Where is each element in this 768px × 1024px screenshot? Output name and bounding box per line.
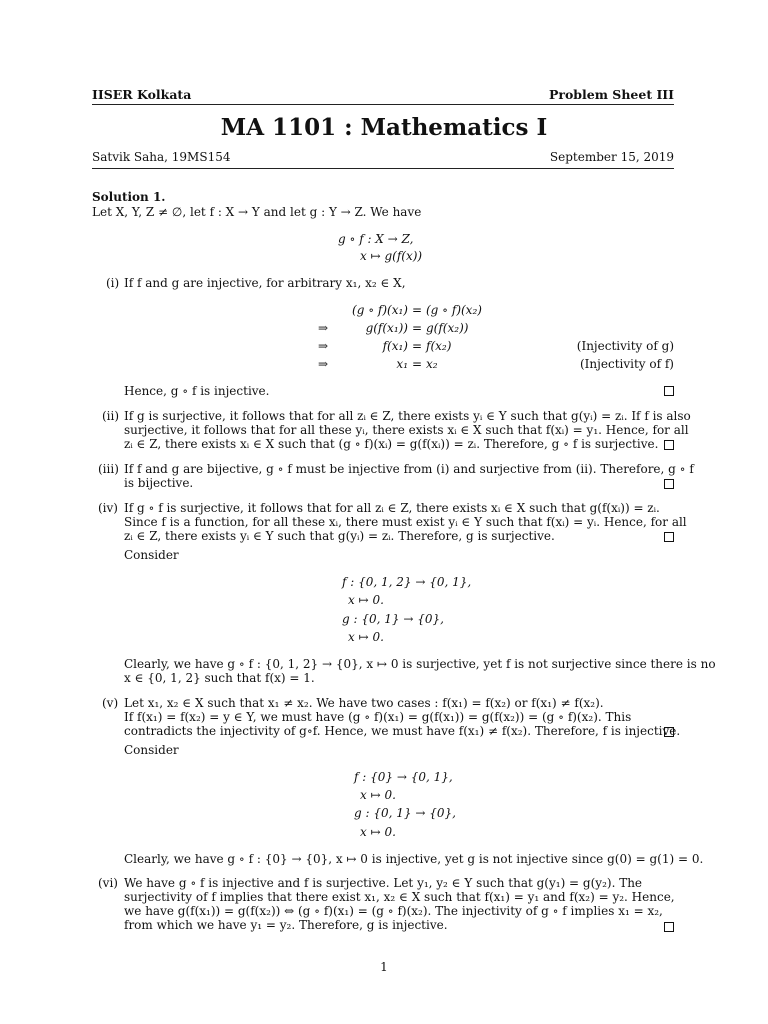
item-vi-line: surjectivity of f implies that there exist x₁, x₂ ∈ X such that f(x₁) = y₁ and f(x₂) = y₂. Hence, bbox=[124, 890, 675, 904]
display-map: x ↦ 0. bbox=[360, 825, 396, 839]
header-rule bbox=[92, 104, 674, 105]
display-map: g : {0, 1} → {0}, bbox=[354, 806, 456, 820]
item-iv-line: Since f is a function, for all these xᵢ, there must exist yᵢ ∈ Y such that f(xᵢ) = yᵢ. Hence, for all bbox=[124, 515, 687, 529]
eq-sign: = bbox=[412, 339, 423, 353]
item-vi-line: from which we have y₁ = y₂. Therefore, g is injective. bbox=[124, 918, 448, 932]
item-v-line: contradicts the injectivity of g∘f. Hence, we must have f(x₁) ≠ f(x₂). Therefore, f is injective. bbox=[124, 724, 681, 738]
clearly-text: x ∈ {0, 1, 2} such that f(x) = 1. bbox=[124, 671, 315, 685]
eq-sign: = bbox=[412, 321, 423, 335]
consider-text: Consider bbox=[124, 548, 179, 562]
author-rule bbox=[92, 168, 674, 169]
eq-arrow: ⇒ bbox=[318, 321, 329, 335]
item-ii-line: zᵢ ∈ Z, there exists xᵢ ∈ X such that (g ∘ f)(xᵢ) = g(f(xᵢ)) = zᵢ. Therefore, g ∘ f is surjective. bbox=[124, 437, 659, 451]
item-label-i: (i) bbox=[106, 276, 120, 290]
qed-square bbox=[664, 727, 674, 737]
qed-square bbox=[664, 479, 674, 489]
item-label-ii: (ii) bbox=[102, 409, 120, 423]
eq-note: (Injectivity of g) bbox=[576, 339, 674, 353]
item-label-v: (v) bbox=[102, 696, 119, 710]
solution-heading: Solution 1. bbox=[92, 190, 166, 204]
display-map: f : {0} → {0, 1}, bbox=[354, 770, 453, 784]
item-ii-line: If g is surjective, it follows that for all zᵢ ∈ Z, there exists yᵢ ∈ Y such that g(yᵢ) = zᵢ. If f is also bbox=[124, 409, 691, 423]
display-map: x ↦ 0. bbox=[348, 630, 384, 644]
item-label-iv: (iv) bbox=[98, 501, 118, 515]
author: Satvik Saha, 19MS154 bbox=[92, 150, 231, 164]
item-iv-line: If g ∘ f is surjective, it follows that for all zᵢ ∈ Z, there exists xᵢ ∈ X such that g(f(xᵢ)) = zᵢ. bbox=[124, 501, 660, 515]
eq-rhs: x₂ bbox=[426, 357, 438, 371]
eq-arrow: ⇒ bbox=[318, 357, 329, 371]
header-left: IISER Kolkata bbox=[92, 87, 192, 102]
eq-sign: = bbox=[412, 303, 423, 317]
qed-square bbox=[664, 386, 674, 396]
eq-rhs: (g ∘ f)(x₂) bbox=[426, 303, 482, 317]
item-ii-line: surjective, it follows that for all these yᵢ, there exists xᵢ ∈ X such that f(xᵢ) = y₁. Hence, for all bbox=[124, 423, 689, 437]
eq-arrow: ⇒ bbox=[318, 339, 329, 353]
clearly-text: Clearly, we have g ∘ f : {0, 1, 2} → {0}, x ↦ 0 is surjective, yet f is not surjective since there is no bbox=[124, 657, 716, 671]
display-composition-2: x ↦ g(f(x)) bbox=[360, 249, 423, 263]
item-vi-line: we have g(f(x₁)) = g(f(x₂)) ⇔ (g ∘ f)(x₁) = (g ∘ f)(x₂). The injectivity of g ∘ f implies x₁ = x₂, bbox=[124, 904, 663, 918]
display-map: g : {0, 1} → {0}, bbox=[342, 612, 444, 626]
intro-text: Let X, Y, Z ≠ ∅, let f : X → Y and let g : Y → Z. We have bbox=[92, 205, 422, 219]
item-v-line: If f(x₁) = f(x₂) = y ∈ Y, we must have (g ∘ f)(x₁) = g(f(x₁)) = g(f(x₂)) = (g ∘ f)(x₂). This bbox=[124, 710, 632, 724]
item-label-vi: (vi) bbox=[98, 876, 118, 890]
qed-square bbox=[664, 532, 674, 542]
eq-rhs: g(f(x₂)) bbox=[426, 321, 469, 335]
page-title: MA 1101 : Mathematics I bbox=[220, 114, 548, 141]
item-iii-line: is bijective. bbox=[124, 476, 194, 490]
eq-lhs: f(x₁) bbox=[382, 339, 408, 353]
clearly-text: Clearly, we have g ∘ f : {0} → {0}, x ↦ 0 is injective, yet g is not injective since g(0) = g(1) = 0. bbox=[124, 852, 704, 866]
eq-sign: = bbox=[412, 357, 423, 371]
eq-lhs: x₁ bbox=[396, 357, 408, 371]
eq-lhs: (g ∘ f)(x₁) bbox=[352, 303, 408, 317]
item-vi-line: We have g ∘ f is injective and f is surjective. Let y₁, y₂ ∈ Y such that g(y₁) = g(y₂). The bbox=[124, 876, 643, 890]
item-i-conclusion: Hence, g ∘ f is injective. bbox=[124, 384, 270, 398]
date: September 15, 2019 bbox=[549, 150, 674, 164]
eq-lhs: g(f(x₁)) bbox=[365, 321, 408, 335]
qed-square bbox=[664, 440, 674, 450]
display-composition-1: g ∘ f : X → Z, bbox=[338, 232, 414, 246]
display-map: x ↦ 0. bbox=[360, 788, 396, 802]
header-right: Problem Sheet III bbox=[548, 87, 674, 102]
item-i-text: If f and g are injective, for arbitrary x₁, x₂ ∈ X, bbox=[124, 276, 406, 290]
eq-rhs: f(x₂) bbox=[426, 339, 452, 353]
consider-text: Consider bbox=[124, 743, 179, 757]
qed-square bbox=[664, 922, 674, 932]
page-number: 1 bbox=[380, 960, 388, 974]
item-iii-line: If f and g are bijective, g ∘ f must be injective from (i) and surjective from (ii). Therefore, g ∘ f bbox=[124, 462, 694, 476]
item-label-iii: (iii) bbox=[98, 462, 119, 476]
display-map: f : {0, 1, 2} → {0, 1}, bbox=[342, 575, 472, 589]
display-map: x ↦ 0. bbox=[348, 593, 384, 607]
item-iv-line: zᵢ ∈ Z, there exists yᵢ ∈ Y such that g(yᵢ) = zᵢ. Therefore, g is surjective. bbox=[124, 529, 555, 543]
item-v-line: Let x₁, x₂ ∈ X such that x₁ ≠ x₂. We have two cases : f(x₁) = f(x₂) or f(x₁) ≠ f(x₂). bbox=[124, 696, 604, 710]
eq-note: (Injectivity of f) bbox=[580, 357, 674, 371]
